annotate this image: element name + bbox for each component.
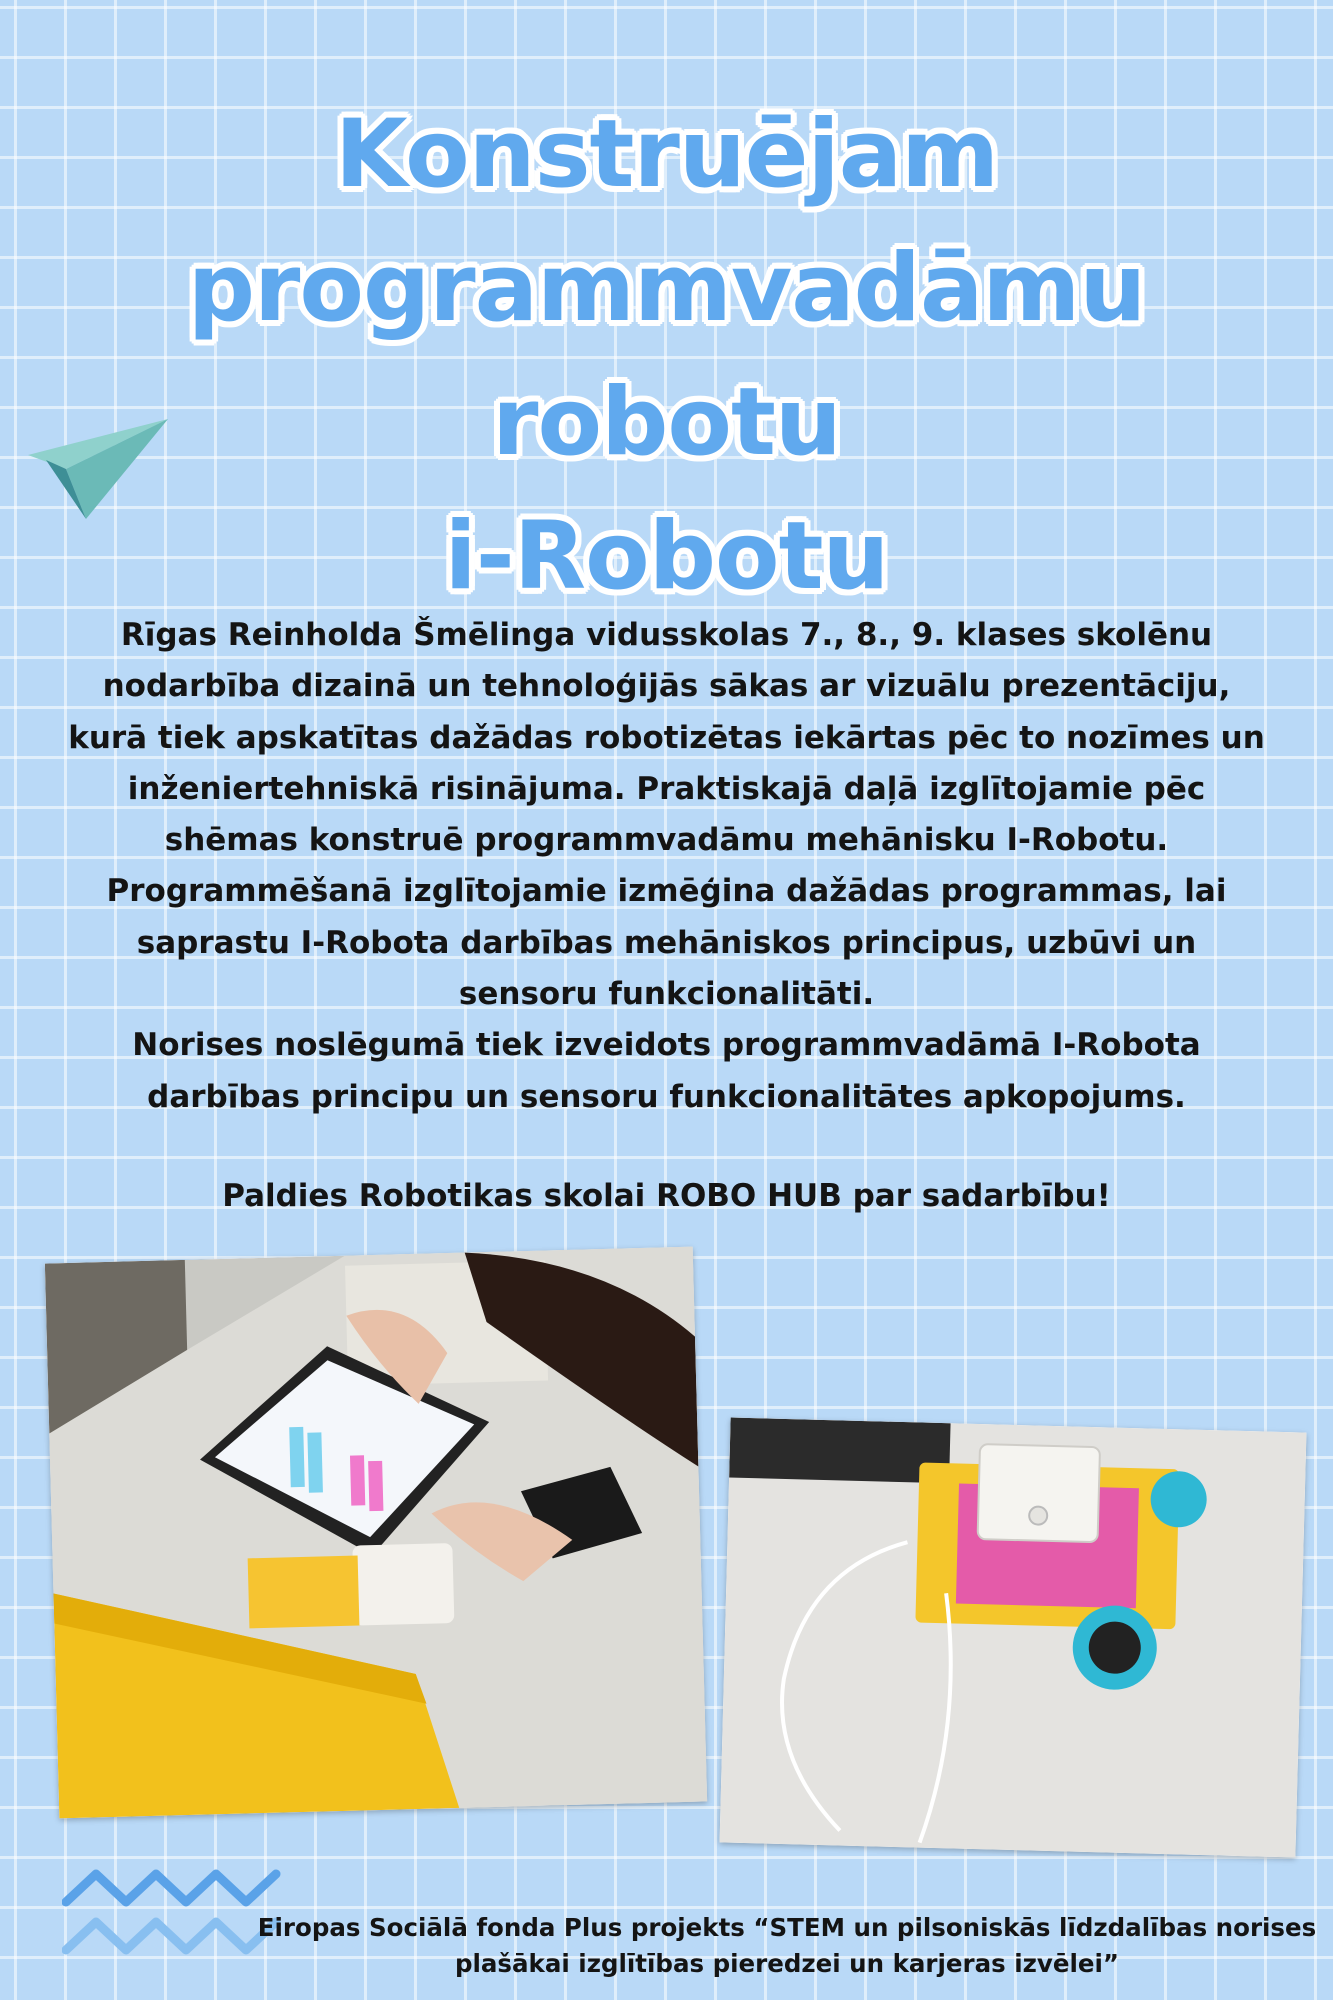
footer-line-2: plašākai izglītības pieredzei un karjeras izvēlei” — [454, 1949, 1120, 1978]
project-footer — [252, 1910, 1322, 1982]
description-line: Norises noslēgumā tiek izveidots programmvadāmā I-Robota — [132, 1027, 1201, 1064]
description-line: nodarbība dizainā un tehnoloģijās sākas ar vizuālu prezentāciju, — [102, 668, 1231, 705]
description-line: shēmas konstruē programmvadāmu mehānisku I-Robotu. — [164, 822, 1169, 859]
photo-assembled-robot — [720, 1418, 1307, 1858]
poster-title — [0, 88, 1333, 624]
title-line-1: Konstruējam — [334, 100, 999, 209]
description — [40, 610, 1293, 1123]
title-line-3: i-Robotu — [444, 502, 889, 611]
description-line: Rīgas Reinholda Šmēlinga vidusskolas 7., 8., 9. klases skolēnu — [120, 617, 1213, 653]
description-line: sensoru funkcionalitāti. — [458, 976, 875, 1013]
title-line-2: programmvadāmu robotu — [187, 234, 1146, 477]
description-line: darbības principu un sensoru funkcionalitātes apkopojums. — [147, 1078, 1186, 1115]
paper-plane-icon — [28, 415, 173, 525]
description-line: kurā tiek apskatītas dažādas robotizētas iekārtas pēc to nozīmes un — [68, 719, 1265, 756]
description-line: inženiertehniskā risinājuma. Praktiskajā daļā izglītojamie pēc — [127, 770, 1206, 807]
description-line: Programmēšanā izglītojamie izmēģina dažādas programmas, lai — [106, 873, 1227, 910]
footer-line-1: Eiropas Sociālā fonda Plus projekts “STEM un pilsoniskās līdzdalības norises — [257, 1913, 1317, 1942]
description-line: saprastu I-Robota darbības mehāniskos principus, uzbūvi un — [136, 924, 1197, 961]
thanks-text: Paldies Robotikas skolai ROBO HUB par sadarbību! — [222, 1178, 1111, 1214]
photo-tablet-programming — [45, 1247, 707, 1819]
